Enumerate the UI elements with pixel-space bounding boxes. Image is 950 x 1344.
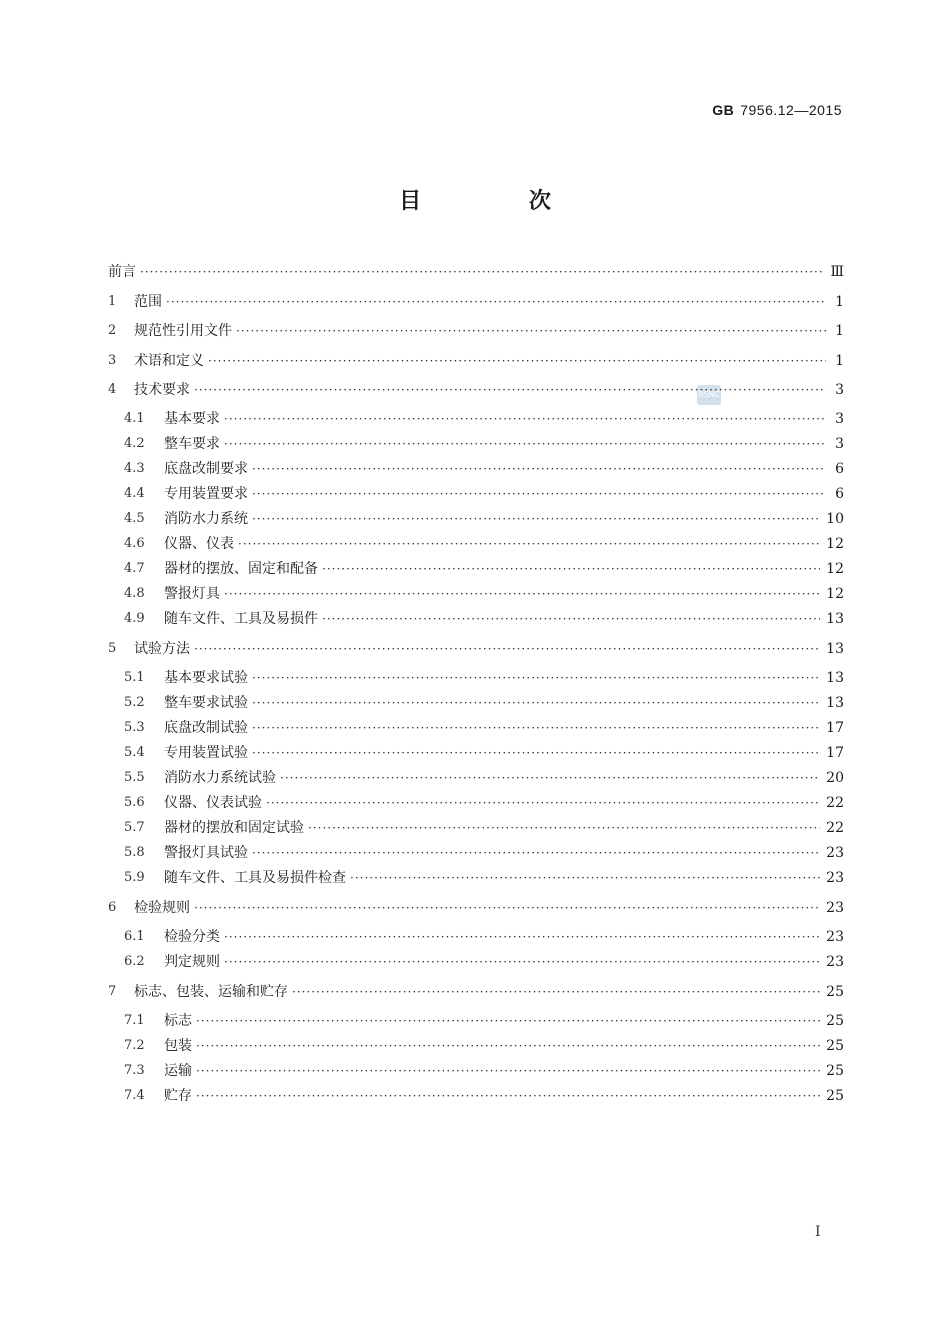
- toc-entry-label: 技术要求: [134, 382, 190, 398]
- toc-entry-label: 专用装置要求: [164, 486, 248, 502]
- toc-entry[interactable]: [108, 925, 844, 949]
- dot-leader: [252, 691, 820, 715]
- toc-entry-label: 仪器、仪表试验: [164, 795, 262, 811]
- page-folio: I: [815, 1224, 821, 1240]
- toc-entry[interactable]: [108, 691, 844, 715]
- dot-leader: [252, 482, 826, 506]
- toc-entry[interactable]: [108, 866, 844, 890]
- toc-entry[interactable]: [108, 507, 844, 531]
- dot-leader: [194, 896, 820, 920]
- toc-entry[interactable]: [108, 432, 844, 456]
- toc-entry-number: 5.2: [124, 695, 145, 710]
- toc-entry[interactable]: [108, 816, 844, 840]
- dot-leader: [224, 925, 820, 949]
- toc-entry-number: 4.9: [124, 611, 145, 626]
- toc-entry-page: 25: [826, 1013, 844, 1029]
- toc-entry[interactable]: [108, 290, 844, 314]
- watermark-logo: BSNC: [697, 385, 721, 405]
- toc-entry-number: 4.8: [124, 586, 145, 601]
- toc-entry-number: 4.7: [124, 561, 145, 576]
- toc-entry-number: 5.6: [124, 795, 145, 810]
- toc-entry-label: 器材的摆放和固定试验: [164, 820, 304, 836]
- toc-entry-page: 13: [826, 670, 844, 686]
- dot-leader: [196, 1084, 820, 1108]
- toc-entry-number: 5: [108, 641, 117, 656]
- dot-leader: [224, 407, 826, 431]
- toc-entry-page: 22: [826, 820, 844, 836]
- toc-entry-number: 4.6: [124, 536, 145, 551]
- toc-entry-number: 7.3: [124, 1063, 145, 1078]
- toc-entry[interactable]: [108, 319, 844, 343]
- dot-leader: [196, 1009, 820, 1033]
- toc-entry[interactable]: [108, 582, 844, 606]
- toc-entry[interactable]: [108, 482, 844, 506]
- dot-leader: [252, 507, 820, 531]
- toc-entry-label: 整车要求试验: [164, 695, 248, 711]
- toc-entry-label: 检验分类: [164, 929, 220, 945]
- toc-entry-label: 仪器、仪表: [164, 536, 234, 552]
- toc-entry-page: 6: [835, 461, 844, 477]
- toc-entry-page: 12: [826, 586, 844, 602]
- toc-entry-label: 专用装置试验: [164, 745, 248, 761]
- toc-entry-page: 6: [835, 486, 844, 502]
- toc-entry-page: 20: [826, 770, 844, 786]
- toc-entry-number: 3: [108, 353, 117, 368]
- dot-leader: [350, 866, 820, 890]
- toc-entry-number: 4.2: [124, 436, 145, 451]
- toc-entry-number: 5.4: [124, 745, 145, 760]
- toc-entry-label: 范围: [134, 294, 162, 310]
- toc-entry-label: 随车文件、工具及易损件检查: [164, 870, 346, 886]
- toc-entry-page: 12: [826, 536, 844, 552]
- toc-entry[interactable]: [108, 637, 844, 661]
- toc-entry-page: 23: [826, 929, 844, 945]
- standard-number: [712, 102, 842, 118]
- toc-entry[interactable]: [108, 950, 844, 974]
- toc-entry-page: Ⅲ: [830, 264, 844, 280]
- toc-entry[interactable]: [108, 378, 844, 402]
- dot-leader: [236, 319, 826, 343]
- toc-entry-label: 术语和定义: [134, 353, 204, 369]
- dot-leader: [322, 557, 820, 581]
- toc-entry-label: 底盘改制要求: [164, 461, 248, 477]
- toc-entry-label: 判定规则: [164, 954, 220, 970]
- toc-entry-label: 底盘改制试验: [164, 720, 248, 736]
- toc-entry[interactable]: [108, 841, 844, 865]
- toc-entry-label: 标志、包装、运输和贮存: [134, 984, 288, 1000]
- toc-entry-page: 17: [826, 745, 844, 761]
- toc-entry-label: 检验规则: [134, 900, 190, 916]
- toc-entry-label: 基本要求: [164, 411, 220, 427]
- toc-entry-number: 5.5: [124, 770, 145, 785]
- dot-leader: [322, 607, 820, 631]
- dot-leader: [238, 532, 820, 556]
- toc-entry-label: 标志: [164, 1013, 192, 1029]
- toc-entry-number: 6.1: [124, 929, 145, 944]
- dot-leader: [252, 457, 826, 481]
- dot-leader: [266, 791, 820, 815]
- toc-entry-page: 17: [826, 720, 844, 736]
- toc-entry-number: 4.1: [124, 411, 145, 426]
- toc-entry-label: 试验方法: [134, 641, 190, 657]
- toc-entry-page: 23: [826, 900, 844, 916]
- toc-entry-label: 警报灯具试验: [164, 845, 248, 861]
- toc-entry-label: 警报灯具: [164, 586, 220, 602]
- dot-leader: [166, 290, 826, 314]
- page-title: 目 次: [399, 189, 601, 214]
- toc-entry-number: 4: [108, 382, 117, 397]
- toc-entry-page: 22: [826, 795, 844, 811]
- toc-entry-page: 3: [835, 436, 844, 452]
- toc-entry-label: 消防水力系统试验: [164, 770, 276, 786]
- toc-entry[interactable]: [108, 1034, 844, 1058]
- dot-leader: [224, 950, 820, 974]
- toc-entry-label: 消防水力系统: [164, 511, 248, 527]
- dot-leader: [194, 637, 820, 661]
- toc-entry-label: 器材的摆放、固定和配备: [164, 561, 318, 577]
- toc-entry-number: 7.1: [124, 1013, 145, 1028]
- toc-entry[interactable]: [108, 260, 844, 284]
- toc-entry[interactable]: [108, 407, 844, 431]
- toc-entry-label: 随车文件、工具及易损件: [164, 611, 318, 627]
- toc-entry-label: 运输: [164, 1063, 192, 1079]
- toc-entry-page: 1: [835, 353, 844, 369]
- toc-entry-page: 10: [826, 511, 844, 527]
- toc-entry-label: 整车要求: [164, 436, 220, 452]
- toc-entry[interactable]: [108, 1009, 844, 1033]
- toc-entry-number: 4.3: [124, 461, 145, 476]
- dot-leader: [140, 260, 824, 284]
- toc-entry[interactable]: [108, 607, 844, 631]
- dot-leader: [308, 816, 820, 840]
- toc-entry-number: 5.3: [124, 720, 145, 735]
- toc-entry-page: 13: [826, 641, 844, 657]
- dot-leader: [194, 378, 826, 402]
- toc-entry-label: 贮存: [164, 1088, 192, 1104]
- toc-entry[interactable]: [108, 557, 844, 581]
- toc-entry-number: 7.4: [124, 1088, 145, 1103]
- toc-entry-page: 13: [826, 695, 844, 711]
- toc-entry[interactable]: [108, 791, 844, 815]
- toc-entry[interactable]: [108, 457, 844, 481]
- toc-entry[interactable]: [108, 349, 844, 373]
- toc-entry-number: 2: [108, 323, 117, 338]
- toc-entry-label: 包装: [164, 1038, 192, 1054]
- toc-entry-label: 规范性引用文件: [134, 323, 232, 339]
- toc-entry[interactable]: [108, 766, 844, 790]
- dot-leader: [280, 766, 820, 790]
- toc-entry-page: 1: [835, 294, 844, 310]
- toc-entry-label: 前言: [108, 264, 136, 280]
- toc-entry-number: 5.7: [124, 820, 145, 835]
- toc-entry[interactable]: [108, 1059, 844, 1083]
- dot-leader: [224, 582, 820, 606]
- toc-entry-number: 6: [108, 900, 117, 915]
- toc-entry-page: 25: [826, 984, 844, 1000]
- toc-entry[interactable]: [108, 666, 844, 690]
- dot-leader: [208, 349, 826, 373]
- toc-entry[interactable]: [108, 741, 844, 765]
- toc-entry-page: 25: [826, 1088, 844, 1104]
- toc-entry-page: 25: [826, 1063, 844, 1079]
- toc-entry-page: 23: [826, 845, 844, 861]
- dot-leader: [252, 741, 820, 765]
- toc-entry-page: 3: [835, 411, 844, 427]
- toc-entry-label: 基本要求试验: [164, 670, 248, 686]
- dot-leader: [252, 841, 820, 865]
- toc-entry[interactable]: [108, 980, 844, 1004]
- toc-entry-number: 5.9: [124, 870, 145, 885]
- toc-entry-number: 7: [108, 984, 117, 999]
- toc-entry[interactable]: [108, 1084, 844, 1108]
- standard-code: 7956.12—2015: [740, 102, 842, 118]
- toc-entry-page: 3: [835, 382, 844, 398]
- toc-entry-page: 23: [826, 870, 844, 886]
- toc-entry-number: 5.1: [124, 670, 145, 685]
- toc-entry-page: 13: [826, 611, 844, 627]
- toc-entry[interactable]: [108, 896, 844, 920]
- toc-entry-page: 23: [826, 954, 844, 970]
- dot-leader: [292, 980, 820, 1004]
- toc-entry[interactable]: [108, 532, 844, 556]
- toc-entry-number: 1: [108, 294, 117, 309]
- toc-entry-number: 7.2: [124, 1038, 145, 1053]
- toc-entry-number: 6.2: [124, 954, 145, 969]
- dot-leader: [196, 1059, 820, 1083]
- dot-leader: [252, 716, 820, 740]
- toc-entry-number: 4.5: [124, 511, 145, 526]
- dot-leader: [252, 666, 820, 690]
- dot-leader: [224, 432, 826, 456]
- toc-entry-page: 25: [826, 1038, 844, 1054]
- dot-leader: [196, 1034, 820, 1058]
- toc-entry-number: 4.4: [124, 486, 145, 501]
- standard-prefix: GB: [712, 102, 735, 118]
- toc-entry[interactable]: [108, 716, 844, 740]
- toc-entry-number: 5.8: [124, 845, 145, 860]
- toc-entry-page: 12: [826, 561, 844, 577]
- toc-entry-page: 1: [835, 323, 844, 339]
